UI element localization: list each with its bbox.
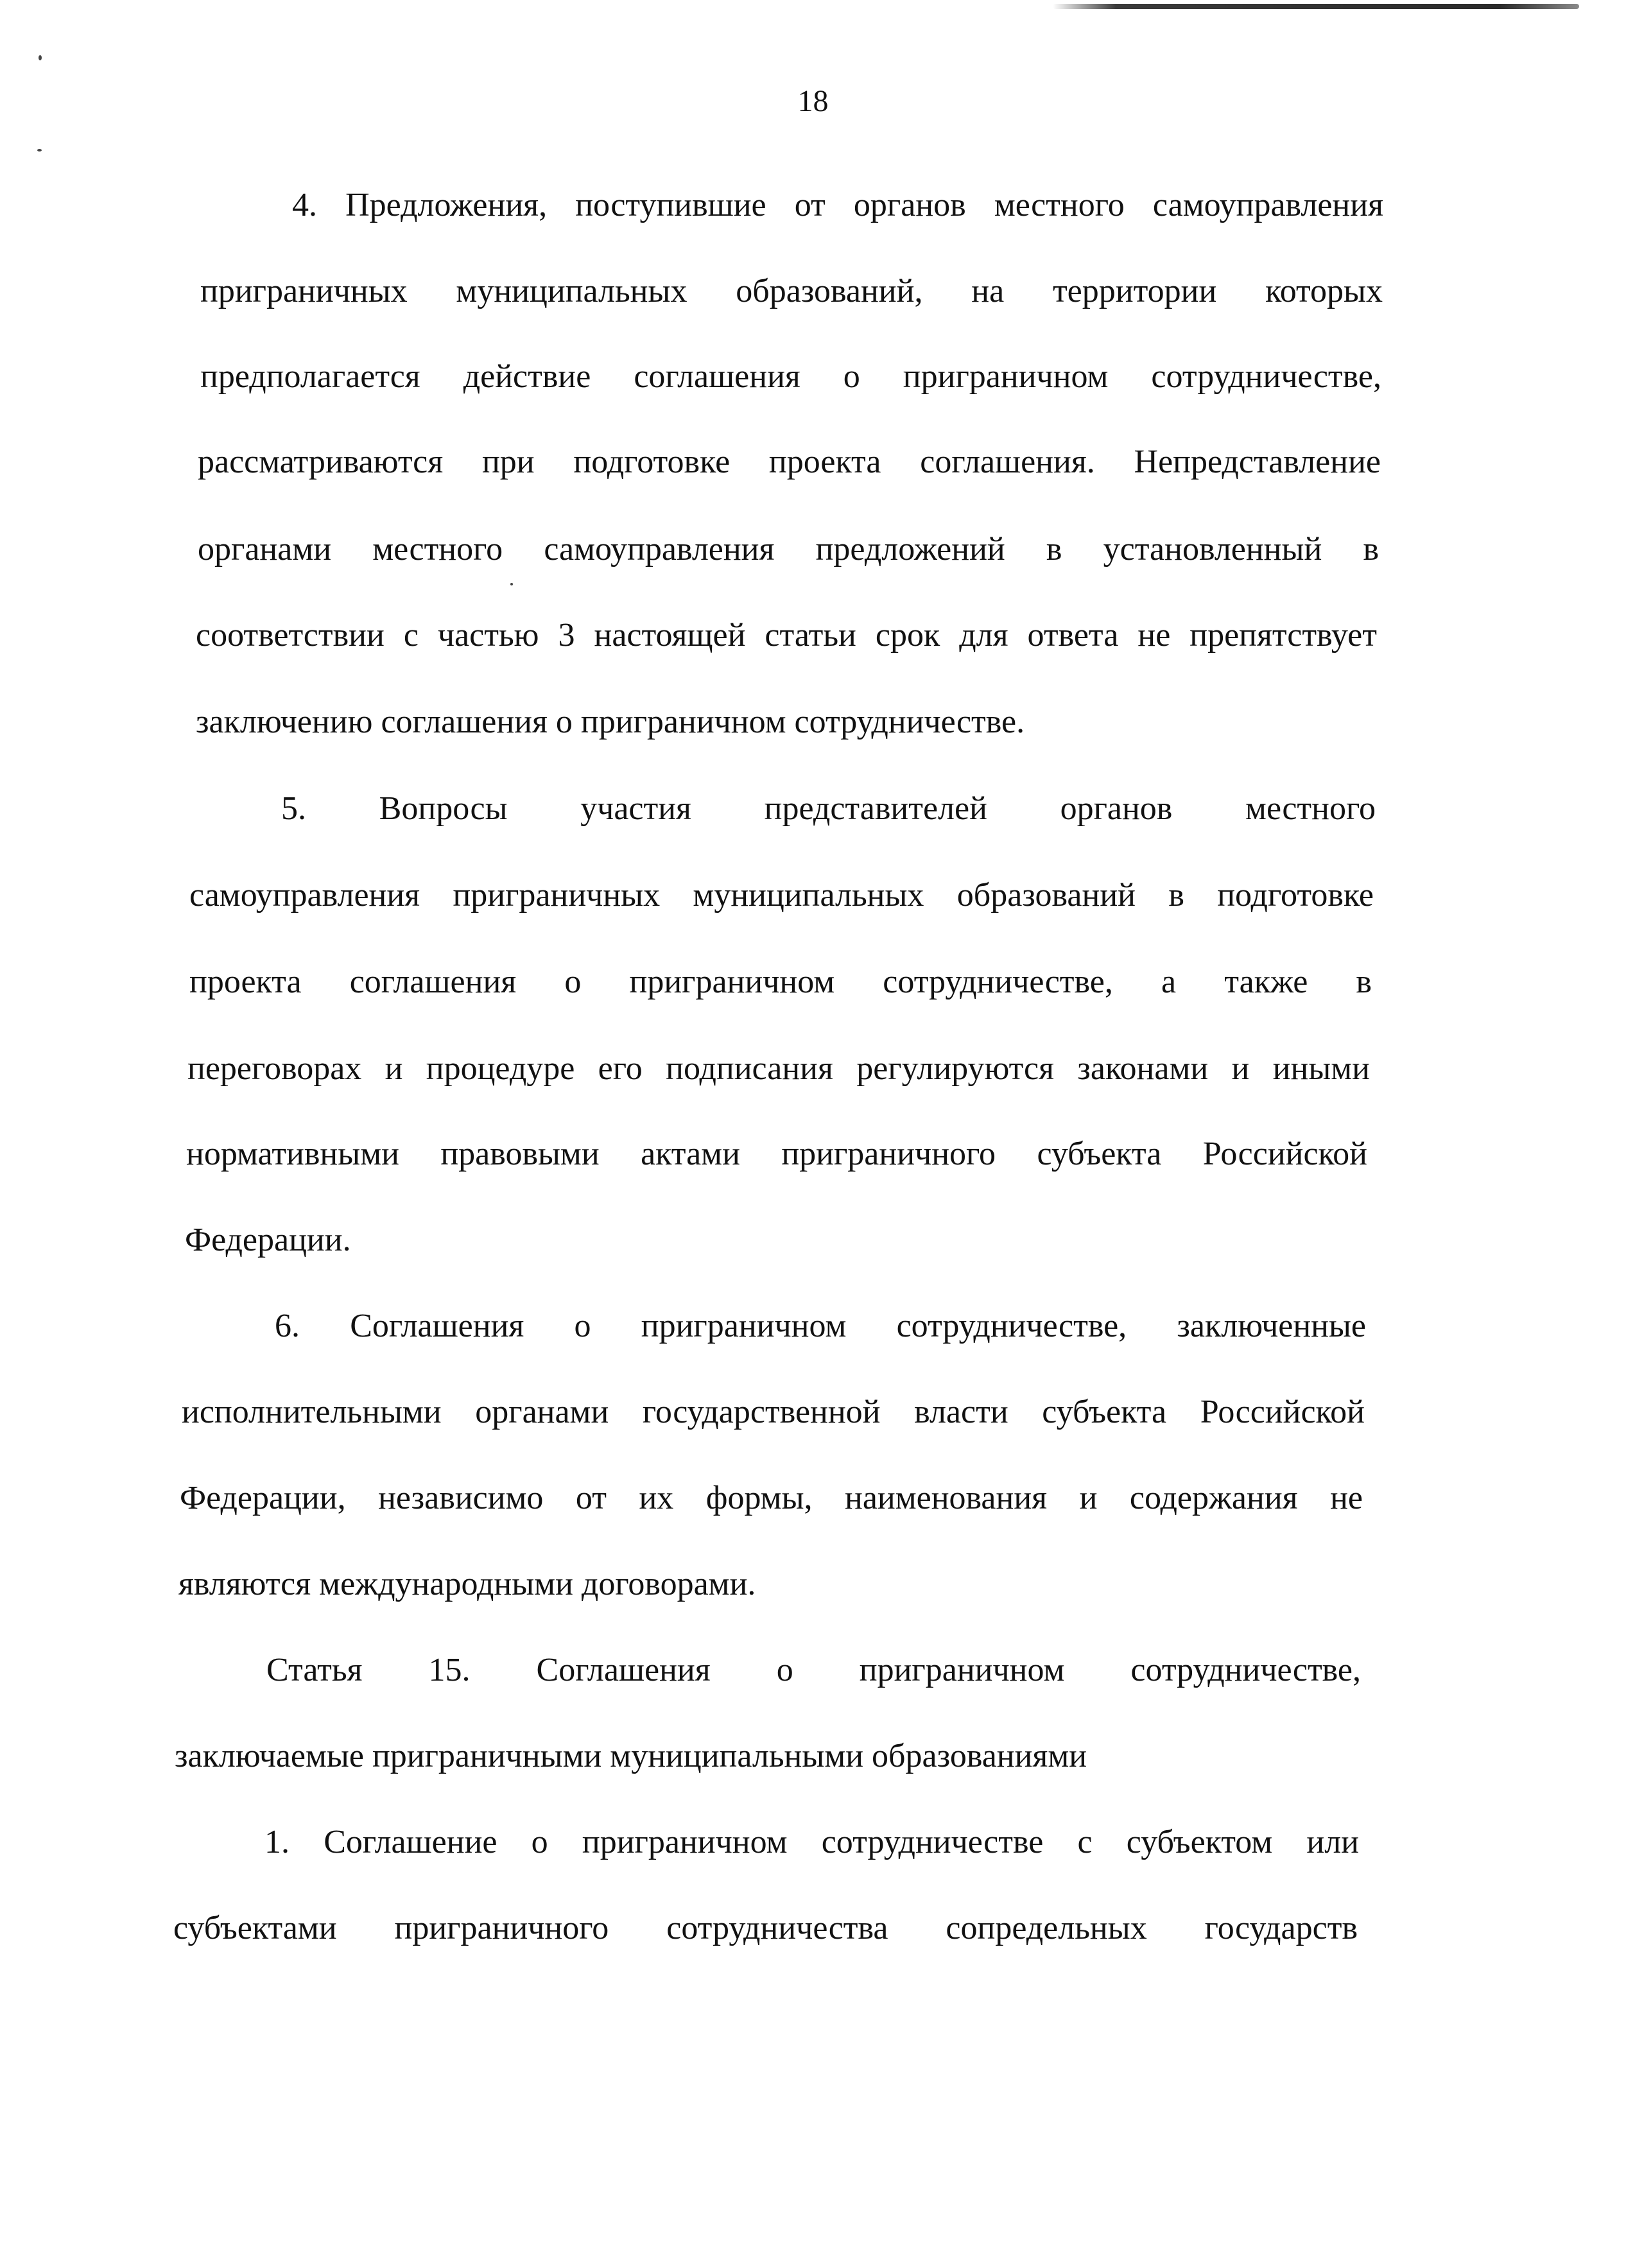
text-line: являются международными договорами. [178, 1566, 756, 1602]
text-line: рассматриваются при подготовке проекта соглашения. Непредставление [198, 444, 1381, 480]
article-heading-line: Статья 15. Соглашения о приграничном сотрудничестве, [266, 1652, 1361, 1688]
text-line: нормативными правовыми актами приграничного субъекта Российской [186, 1136, 1367, 1172]
text-line: приграничных муниципальных образований, на территории которых [200, 273, 1383, 309]
text-line: исполнительными органами государственной власти субъекта Российской [182, 1394, 1365, 1430]
article-heading-line: заключаемые приграничными муниципальными образованиями [175, 1738, 1087, 1774]
text-line: Федерации. [185, 1222, 351, 1258]
text-line: субъектами приграничного сотрудничества сопредельных государств [173, 1910, 1358, 1946]
text-line: переговорах и процедуре его подписания регулируются законами и иными [187, 1050, 1370, 1087]
text-line: соответствии с частью 3 настоящей статьи срок для ответа не препятствует [196, 617, 1377, 654]
page-number: 18 [797, 84, 829, 118]
text-line: 4. Предложения, поступившие от органов местного самоуправления [292, 187, 1383, 223]
text-line: самоуправления приграничных муниципальных образований в подготовке [189, 877, 1374, 913]
text-line: органами местного самоуправления предложений в установленный в [198, 531, 1379, 567]
text-line: 1. Соглашение о приграничном сотрудничестве с субъектом или [264, 1824, 1359, 1860]
scan-speck [37, 149, 42, 151]
text-line: 5. Вопросы участия представителей органов местного [281, 790, 1376, 827]
scan-edge-line [1053, 4, 1579, 9]
scan-speck [39, 55, 42, 60]
text-line: Федерации, независимо от их формы, наименования и содержания не [180, 1480, 1363, 1516]
text-line: заключению соглашения о приграничном сотрудничестве. [196, 704, 1025, 740]
text-line: 6. Соглашения о приграничном сотрудничестве, заключенные [275, 1308, 1366, 1344]
scan-speck [510, 583, 513, 585]
text-line: предполагается действие соглашения о приграничном сотрудничестве, [200, 358, 1381, 395]
text-line: проекта соглашения о приграничном сотрудничестве, а также в [189, 964, 1372, 1000]
